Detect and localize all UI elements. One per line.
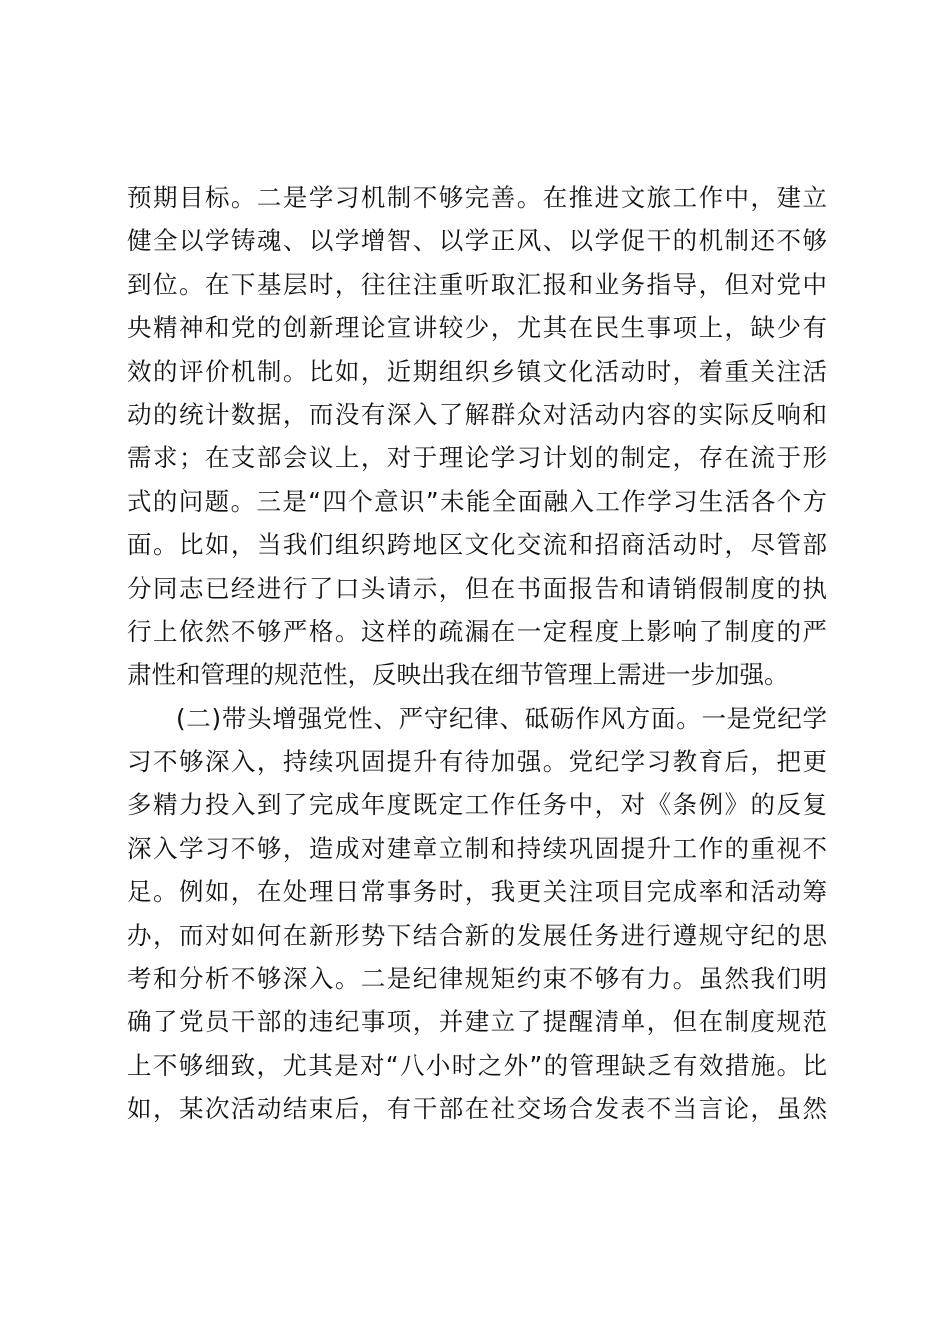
text-line: 预期目标。二是学习机制不够完善。在推进文旅工作中，建立 [127, 183, 827, 212]
text-line: 需求；在支部会议上，对于理论学习计划的制定，存在流于形 [127, 443, 827, 473]
text-line: 确了党员干部的违纪事项，并建立了提醒清单，但在制度规范 [127, 1007, 827, 1037]
text-line: 考和分析不够深入。二是纪律规矩约束不够有力。虽然我们明 [127, 964, 827, 994]
paragraph-end-line: 肃性和管理的规范性，反映出我在细节管理上需进一步加强。 [127, 660, 789, 690]
text-line: 深入学习不够，造成对建章立制和持续巩固提升工作的重视不 [127, 833, 827, 863]
text-line: 面。比如，当我们组织跨地区文化交流和招商活动时，尽管部 [127, 530, 827, 560]
text-line: 办，而对如何在新形势下结合新的发展任务进行遵规守纪的思 [127, 920, 827, 950]
text-line: 式的问题。三是“四个意识”未能全面融入工作学习生活各个方 [127, 486, 827, 516]
text-line: 习不够深入，持续巩固提升有待加强。党纪学习教育后，把更 [127, 747, 827, 777]
text-line: 上不够细致，尤其是对“八小时之外”的管理缺乏有效措施。比 [127, 1050, 827, 1080]
body-text [127, 176, 827, 1131]
text-line: 动的统计数据，而没有深入了解群众对活动内容的实际反响和 [127, 399, 827, 429]
text-line: 分同志已经进行了口头请示，但在书面报告和请销假制度的执 [127, 573, 827, 603]
text-line: 行上依然不够严格。这样的疏漏在一定程度上影响了制度的严 [127, 616, 827, 646]
text-line: 足。例如，在处理日常事务时，我更关注项目完成率和活动筹 [127, 877, 827, 907]
section-heading-line: (二)带头增强党性、严守纪律、砥砺作风方面。一是党纪学 [176, 703, 827, 733]
text-line: 如，某次活动结束后，有干部在社交场合发表不当言论，虽然 [127, 1094, 827, 1124]
text-line: 多精力投入到了完成年度既定工作任务中，对《条例》的反复 [127, 790, 827, 820]
text-line: 健全以学铸魂、以学增智、以学正风、以学促干的机制还不够 [127, 226, 827, 256]
text-line: 央精神和党的创新理论宣讲较少，尤其在民生事项上，缺少有 [127, 313, 827, 343]
text-line: 效的评价机制。比如，近期组织乡镇文化活动时，着重关注活 [127, 356, 827, 386]
text-line: 到位。在下基层时，往往注重听取汇报和业务指导，但对党中 [127, 269, 827, 299]
